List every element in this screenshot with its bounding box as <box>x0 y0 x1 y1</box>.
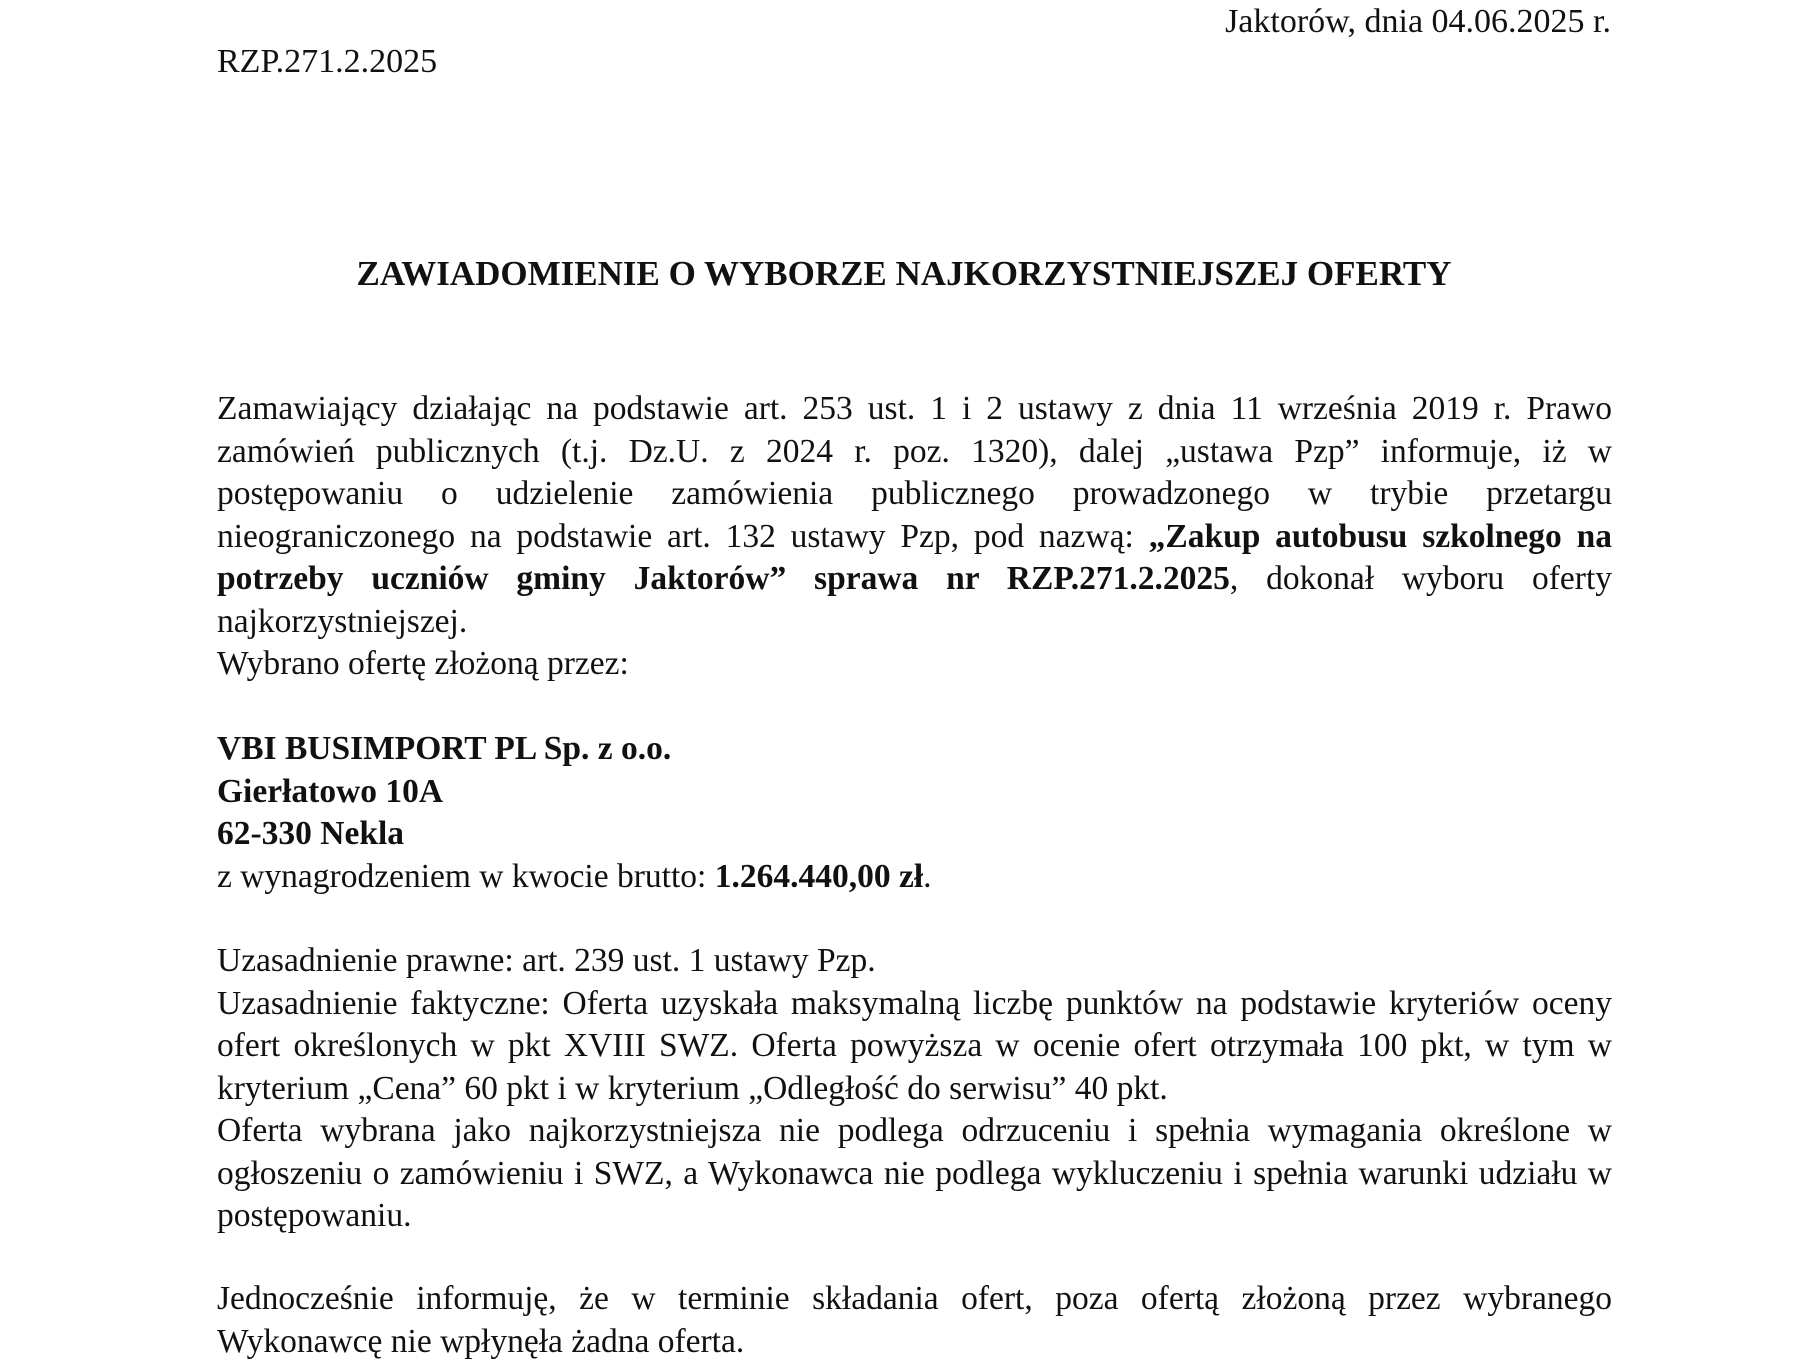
intro-text: Zamawiający działając na podstawie art. 253 ust. 1 i 2 ustawy z dnia 11 września 2019 r. Prawo zamówień publicznych (t.j. Dz.U. z 2024 r. poz. 1320), dalej „ustawa Pzp” informuje, iż w postępowaniu o udzielenie zamówienia publicznego prowadzonego w trybie przetargu nieograniczonego na podstawie art. 132 ustawy Pzp, pod nazwą: <box>217 390 1612 555</box>
procurement-name: „Zakup autobusu szkolnego na potrzeby uczniów gminy Jaktorów” sprawa nr RZP.271.2.2025 <box>217 517 1612 597</box>
contractor-block <box>217 728 1612 898</box>
selected-offer-line: Wybrano ofertę złożoną przez: <box>217 645 629 682</box>
amount-label: z wynagrodzeniem w kwocie brutto: <box>217 857 715 895</box>
contract-amount-line <box>217 856 1612 899</box>
contractor-name: VBI BUSIMPORT PL Sp. z o.o. <box>217 730 672 767</box>
amount-end: . <box>923 857 932 895</box>
contractor-street: Gierłatowo 10A <box>217 772 444 810</box>
place-and-date: Jaktorów, dnia 04.06.2025 r. <box>1225 3 1611 40</box>
intro-paragraph <box>217 388 1612 686</box>
closing-paragraph: Jednocześnie informuję, że w terminie składania ofert, poza ofertą złożoną przez wybranego Wykonawcę nie wpłynęła żadna oferta. <box>217 1280 1612 1360</box>
contractor-city: 62-330 Nekla <box>217 815 405 852</box>
factual-justification: Uzasadnienie faktyczne: Oferta uzyskała maksymalną liczbę punktów na podstawie kryteriów oceny ofert określonych w pkt XVIII SWZ. Oferta powyższa w ocenie ofert otrzymała 100 pkt, w tym w kryterium „Cena” 60 pkt i w kryterium „Odległość do serwisu” 40 pkt. <box>217 984 1612 1107</box>
intro-text-end: , dokonał wyboru oferty najkorzystniejszej. <box>217 560 1612 640</box>
legal-justification: Uzasadnienie prawne: art. 239 ust. 1 ustawy Pzp. <box>217 942 876 979</box>
amount-value: 1.264.440,00 zł <box>714 857 924 895</box>
document-title: ZAWIADOMIENIE O WYBORZE NAJKORZYSTNIEJSZEJ OFERTY <box>356 254 1452 293</box>
offer-conditions: Oferta wybrana jako najkorzystniejsza nie podlega odrzuceniu i spełnia wymagania określone w ogłoszeniu o zamówieniu i SWZ, a Wykonawca nie podlega wykluczeniu i spełnia warunki udziału w postępowaniu. <box>217 1112 1612 1234</box>
justification-block <box>217 940 1612 1238</box>
reference-number: RZP.271.2.2025 <box>217 43 438 80</box>
